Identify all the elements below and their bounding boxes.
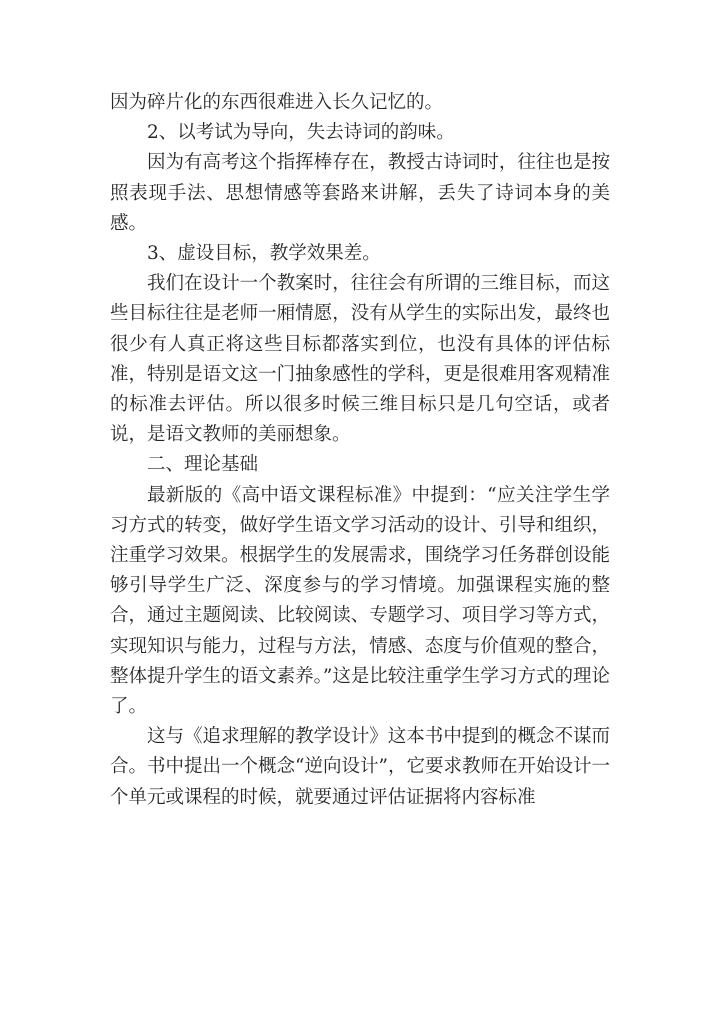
body-paragraph: 最新版的《高中语文课程标准》中提到：“应关注学生学习方式的转变，做好学生语文学习活动的设计、引导和组织，注重学习效果。根据学生的发展需求，围绕学习任务群创设能够引导学生广泛、深度参与的学习情境。加强课程实施的整合，通过主题阅读、比较阅读、专题学习、项目学习等方式，实现知识与能力，过程与方法，情感、态度与价值观的整合，整体提升学生的语文素养。”这是比较注重学生学习方式的理论了。 [110,484,610,718]
body-paragraph: 因为有高考这个指挥棒存在，教授古诗词时，往往也是按照表现手法、思想情感等套路来讲解，丢失了诗词本身的美感。 [110,152,610,234]
section-heading: 二、理论基础 [147,454,259,476]
document-body [110,88,610,813]
list-item-heading: 2、以考试为导向，失去诗词的韵味。 [147,122,455,144]
paragraph-continuation: 因为碎片化的东西很难进入长久记忆的。 [110,92,444,113]
list-item-heading: 3、虚设目标，教学效果差。 [147,243,381,265]
body-paragraph: 这与《追求理解的教学设计》这本书中提到的概念不谋而合。书中提出一个概念“逆向设计”，它要求教师在开始设计一个单元或课程的时候，就要通过评估证据将内容标准 [110,726,610,808]
body-paragraph: 我们在设计一个教案时，往往会有所谓的三维目标，而这些目标往往是老师一厢情愿，没有从学生的实际出发，最终也很少有人真正将这些目标都落实到位，也没有具体的评估标准，特别是语文这一门抽象感性的学科，更是很难用客观精准的标准去评估。所以很多时候三维目标只是几句空话，或者说，是语文教师的美丽想象。 [110,273,610,446]
